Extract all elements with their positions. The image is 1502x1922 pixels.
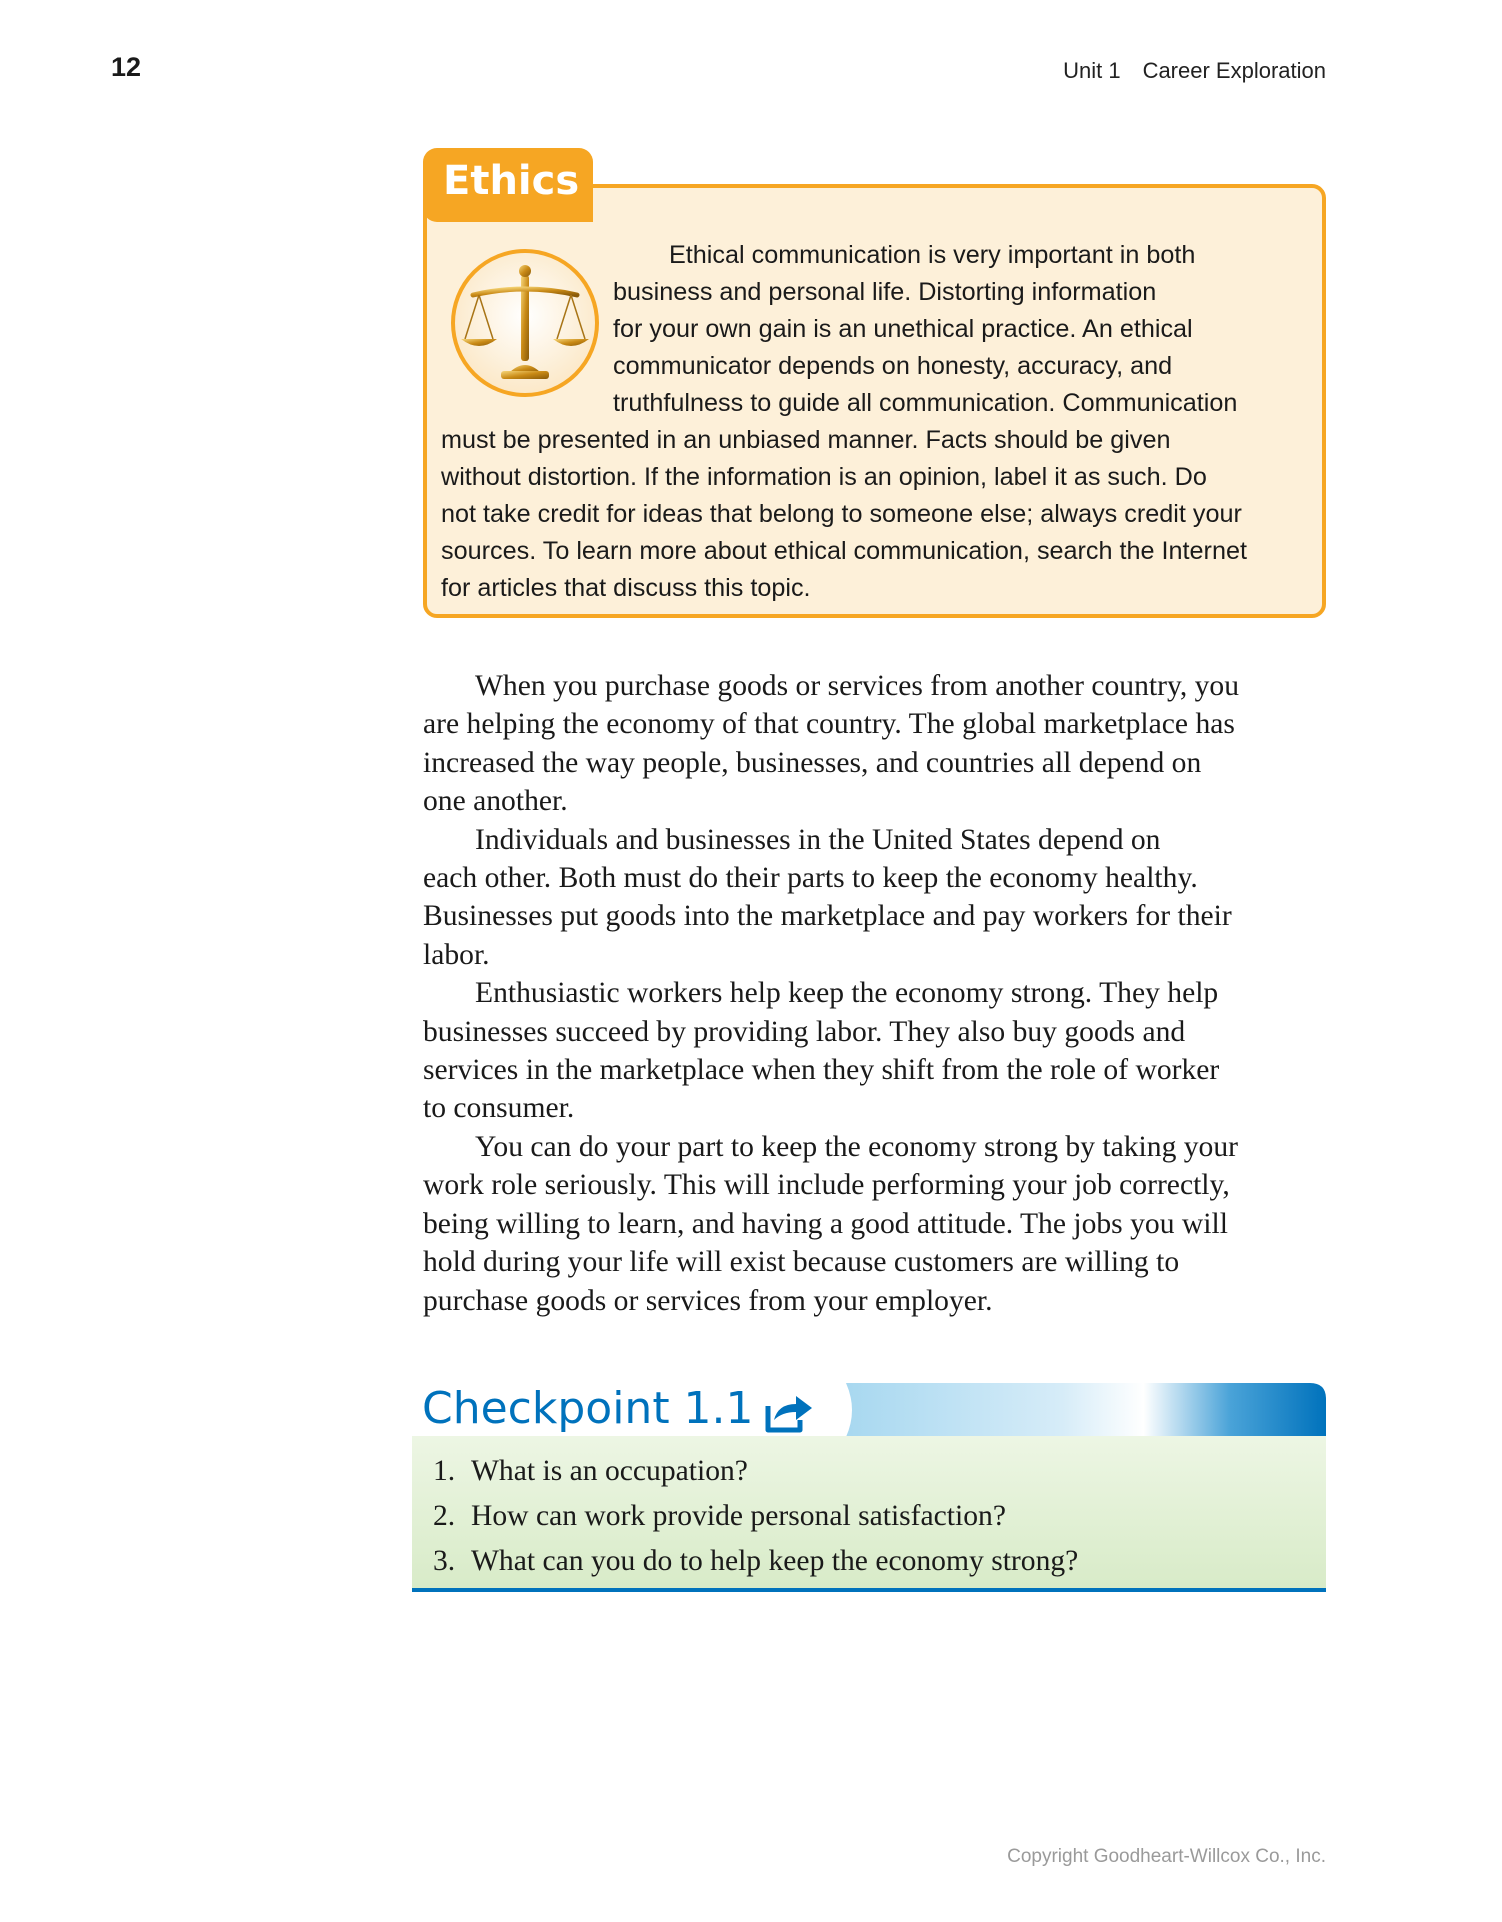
copyright-notice: Copyright Goodheart-Willcox Co., Inc.: [1007, 1846, 1326, 1867]
running-head: [1063, 58, 1326, 84]
checkpoint-title: Checkpoint 1.1: [422, 1383, 754, 1434]
ethics-line: sources. To learn more about ethical communication, search the Internet: [441, 537, 1247, 565]
running-head-unit: Unit 1: [1063, 58, 1121, 83]
checkpoint-questions: [433, 1449, 1078, 1584]
page-number: 12: [111, 52, 142, 82]
ethics-line: communicator depends on honesty, accuracy, and: [613, 352, 1173, 380]
body-line: labor.: [423, 938, 490, 971]
body-line: Enthusiastic workers help keep the economy strong. They help: [475, 977, 1219, 1010]
body-line: You can do your part to keep the economy strong by taking your: [475, 1130, 1239, 1163]
checkpoint-question: [433, 1494, 1078, 1539]
question-number: 3.: [433, 1545, 456, 1577]
body-text: [423, 667, 1328, 1320]
ethics-line: Ethical communication is very important in both: [669, 241, 1196, 269]
checkpoint-question: [433, 1539, 1078, 1584]
ethics-line: without distortion. If the information is an opinion, label it as such. Do: [441, 463, 1207, 491]
question-text: What can you do to help keep the economy strong?: [471, 1545, 1079, 1577]
body-line: When you purchase goods or services from another country, you: [475, 670, 1240, 702]
share-arrow-icon[interactable]: [762, 1390, 816, 1434]
question-text: What is an occupation?: [471, 1455, 748, 1487]
question-number: 2.: [433, 1500, 456, 1532]
body-line: work role seriously. This will include performing your job correctly,: [423, 1169, 1230, 1202]
ethics-line: business and personal life. Distorting information: [613, 278, 1157, 306]
body-line: increased the way people, businesses, and countries all depend on: [423, 746, 1202, 779]
body-line: to consumer.: [423, 1092, 575, 1125]
body-line: Businesses put goods into the marketplace and pay workers for their: [423, 900, 1232, 933]
checkpoint-question: [433, 1449, 1078, 1494]
ethics-line: for your own gain is an unethical practice. An ethical: [613, 315, 1193, 343]
checkpoint-banner: [840, 1383, 1326, 1437]
body-line: are helping the economy of that country. The global marketplace has: [423, 708, 1235, 741]
body-line: businesses succeed by providing labor. They also buy goods and: [423, 1015, 1186, 1048]
body-line: services in the marketplace when they shift from the role of worker: [423, 1054, 1220, 1087]
body-line: one another.: [423, 785, 568, 818]
ethics-line: for articles that discuss this topic.: [441, 574, 811, 602]
body-line: Individuals and businesses in the United States depend on: [475, 823, 1161, 856]
body-line: being willing to learn, and having a good attitude. The jobs you will: [423, 1207, 1228, 1240]
body-line: purchase goods or services from your employer.: [423, 1284, 993, 1317]
ethics-line: not take credit for ideas that belong to someone else; always credit your: [441, 500, 1242, 528]
ethics-title: Ethics: [423, 148, 593, 222]
question-number: 1.: [433, 1455, 456, 1487]
question-text: How can work provide personal satisfaction?: [471, 1500, 1006, 1532]
running-head-section: Career Exploration: [1142, 58, 1326, 83]
body-line: each other. Both must do their parts to keep the economy healthy.: [423, 862, 1198, 895]
ethics-line: must be presented in an unbiased manner. Facts should be given: [441, 426, 1171, 454]
body-line: hold during your life will exist because customers are willing to: [423, 1246, 1180, 1279]
ethics-line: truthfulness to guide all communication. Communication: [613, 389, 1238, 417]
ethics-text: [441, 237, 1309, 607]
